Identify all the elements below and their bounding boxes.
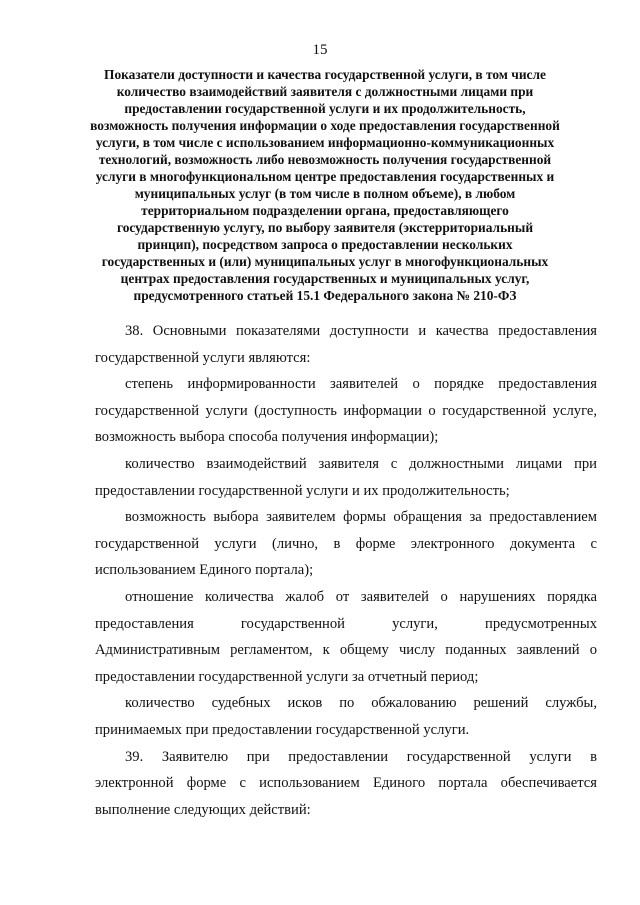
text-line: предоставлении государственной услуги и их продолжительность; — [95, 482, 510, 499]
text-line: государственной услуги (лично, в форме электронного документа с — [95, 535, 597, 552]
heading-line: Показатели доступности и качества государственной услуги, в том числе — [104, 67, 546, 82]
heading-line: услуги, в том числе с использованием информационно-коммуникационных — [95, 135, 555, 150]
text-line: электронной форме с использованием Единого портала обеспечивается — [95, 775, 597, 792]
text-line: 39. Заявителю при предоставлении государственной услуги в — [125, 748, 597, 765]
text-line: предоставлении государственной услуги за отчетный период; — [95, 668, 479, 685]
heading-line: предоставлении государственной услуги и их продолжительность, — [124, 101, 526, 116]
text-line: отношение количества жалоб от заявителей о нарушениях порядка — [125, 588, 597, 605]
heading-line: предусмотренного статьей 15.1 Федерального закона № 210-ФЗ — [133, 288, 517, 303]
heading-line: территориальном подразделении органа, предоставляющего — [141, 203, 509, 218]
text-line: государственной услуги являются: — [95, 349, 311, 366]
paragraph-interactions-count — [95, 451, 597, 504]
paragraph-request-form-choice — [95, 504, 597, 584]
text-line: количество судебных исков по обжалованию решений службы, — [125, 695, 597, 712]
text-line: предоставления государственной услуги, предусмотренных — [95, 615, 597, 632]
heading-line: возможность получения информации о ходе предоставления государственной — [90, 118, 560, 133]
heading-line: государственных и (или) муниципальных услуг в многофункциональных — [101, 254, 549, 269]
paragraph-39 — [95, 744, 597, 824]
text-line: 38. Основными показателями доступности и качества предоставления — [125, 323, 597, 339]
text-line: возможность выбора способа получения информации); — [95, 429, 439, 446]
paragraph-38 — [95, 318, 597, 371]
heading-line: количество взаимодействий заявителя с должностными лицами при — [116, 84, 534, 99]
heading-line: муниципальных услуг (в том числе в полном объеме), в любом — [134, 186, 516, 201]
text-line: государственной услуги (доступность информации о государственной услуге, — [95, 402, 597, 419]
heading-line: принцип), посредством запроса о предоставлении нескольких — [137, 237, 513, 252]
heading-line: центрах предоставления государственных и муниципальных услуг, — [120, 271, 530, 286]
text-line: выполнение следующих действий: — [95, 801, 311, 818]
section-heading — [90, 66, 560, 304]
text-line: Административным регламентом, к общему числу поданных заявлений о — [95, 642, 597, 659]
text-line: количество взаимодействий заявителя с должностными лицами при — [125, 455, 597, 472]
paragraph-information-awareness — [95, 371, 597, 451]
paragraph-complaints-ratio — [95, 584, 597, 690]
page-number: 15 — [312, 42, 328, 58]
heading-line: технологий, возможность либо невозможность получения государственной — [98, 152, 552, 167]
body-text — [95, 318, 597, 823]
text-line: использованием Единого портала); — [95, 562, 314, 579]
heading-line: услуги в многофункциональном центре предоставления государственных и — [95, 169, 555, 184]
text-line: возможность выбора заявителем формы обращения за предоставлением — [125, 509, 597, 526]
paragraph-lawsuits-count — [95, 690, 597, 743]
heading-line: государственную услугу, по выбору заявителя (экстерриториальный — [116, 220, 534, 235]
text-line: принимаемых при предоставлении государственной услуги. — [95, 721, 470, 738]
text-line: степень информированности заявителей о порядке предоставления — [125, 376, 597, 393]
